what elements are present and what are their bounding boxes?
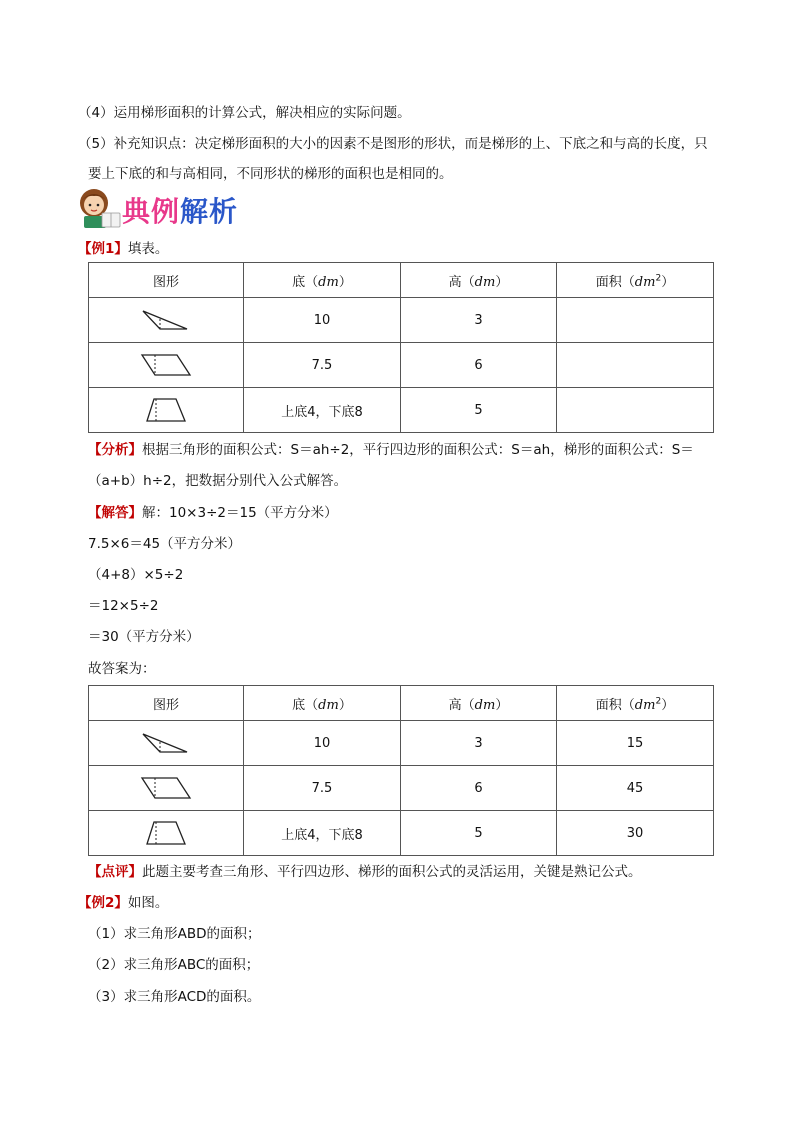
base-cell: 10 (244, 298, 401, 343)
example1-prompt: 填表。 (127, 241, 169, 257)
example2-question-2: （2）求三角形ABC的面积； (88, 957, 260, 973)
example2-question-3: （3）求三角形ACD的面积。 (88, 989, 261, 1005)
table-row (89, 766, 714, 811)
example2-prompt: 如图。 (127, 895, 169, 911)
area-cell: 45 (557, 766, 714, 811)
intro-item-5-line-1: （5）补充知识点：决定梯形面积的大小的因素不是图形的形状，而是梯形的上、下底之和与高的长度，只 (78, 136, 708, 152)
answer-line-3: （4+8）×5÷2 (88, 567, 184, 583)
analysis-line-2: （a+b）h÷2，把数据分别代入公式解答。 (88, 473, 348, 489)
shape-cell (89, 388, 244, 433)
triangle-icon (140, 730, 192, 756)
shape-cell (89, 766, 244, 811)
trapezoid-icon (144, 396, 188, 424)
header-base: 底（dm） (244, 263, 401, 298)
table-row (89, 388, 714, 433)
shape-cell (89, 721, 244, 766)
header-height: 高（dm） (401, 263, 557, 298)
table-row (89, 721, 714, 766)
answer-line-4: ＝12×5÷2 (88, 598, 159, 614)
height-cell: 6 (401, 343, 557, 388)
area-cell[interactable] (557, 343, 714, 388)
girl-reading-icon (74, 186, 124, 232)
header-height: 高（dm） (401, 686, 557, 721)
example2-question-1: （1）求三角形ABD的面积； (88, 926, 261, 942)
base-cell: 10 (244, 721, 401, 766)
comment-line (88, 862, 642, 882)
area-cell[interactable] (557, 388, 714, 433)
header-area: 面积$(dm^2)$ (557, 686, 714, 721)
table-row (89, 811, 714, 856)
base-cell: 上底4，下底8 (244, 811, 401, 856)
analysis-text-1: 根据三角形的面积公式：S＝ah÷2，平行四边形的面积公式：S＝ah，梯形的面积公式：S＝ (142, 442, 694, 458)
table-header-row (89, 263, 714, 298)
table-row (89, 298, 714, 343)
parallelogram-icon (139, 775, 193, 801)
trapezoid-icon (144, 819, 188, 847)
answer-line-5: ＝30（平方分米） (88, 629, 200, 645)
height-cell: 5 (401, 811, 557, 856)
base-cell: 7.5 (244, 766, 401, 811)
section-banner (74, 186, 244, 232)
area-cell: 30 (557, 811, 714, 856)
answer-line-2: 7.5×6＝45（平方分米） (88, 536, 242, 552)
example1-tag: 【例1】 (78, 241, 128, 257)
header-base: 底（dm） (244, 686, 401, 721)
analysis-tag: 【分析】 (88, 442, 142, 458)
example2-heading (78, 893, 168, 913)
answer-line-1 (88, 503, 338, 523)
example1-table (88, 262, 714, 433)
example1-answer-table (88, 685, 714, 856)
area-cell[interactable] (557, 298, 714, 343)
example1-heading (78, 239, 168, 259)
comment-text: 此题主要考查三角形、平行四边形、梯形的面积公式的灵活运用，关键是熟记公式。 (142, 864, 642, 880)
shape-cell (89, 343, 244, 388)
base-cell: 7.5 (244, 343, 401, 388)
answer-text-1: 解：10×3÷2＝15（平方分米） (142, 505, 338, 521)
parallelogram-icon (139, 352, 193, 378)
triangle-icon (140, 307, 192, 333)
height-cell: 5 (401, 388, 557, 433)
intro-item-5-line-2: 要上下底的和与高相同，不同形状的梯形的面积也是相同的。 (88, 166, 453, 182)
section-title: 典例解析 (122, 195, 239, 228)
table-row (89, 343, 714, 388)
analysis-line-1 (88, 440, 694, 460)
base-cell: 上底4，下底8 (244, 388, 401, 433)
header-area: 面积$(dm^2)$ (557, 263, 714, 298)
height-cell: 6 (401, 766, 557, 811)
answer-tag: 【解答】 (88, 505, 142, 521)
intro-item-4: （4）运用梯形面积的计算公式，解决相应的实际问题。 (78, 105, 411, 121)
example2-tag: 【例2】 (78, 895, 128, 911)
shape-cell (89, 811, 244, 856)
height-cell: 3 (401, 721, 557, 766)
height-cell: 3 (401, 298, 557, 343)
shape-cell (89, 298, 244, 343)
area-cell: 15 (557, 721, 714, 766)
comment-tag: 【点评】 (88, 864, 142, 880)
answer-line-6: 故答案为： (88, 661, 156, 677)
table-header-row (89, 686, 714, 721)
header-shape: 图形 (89, 263, 244, 298)
header-shape: 图形 (89, 686, 244, 721)
